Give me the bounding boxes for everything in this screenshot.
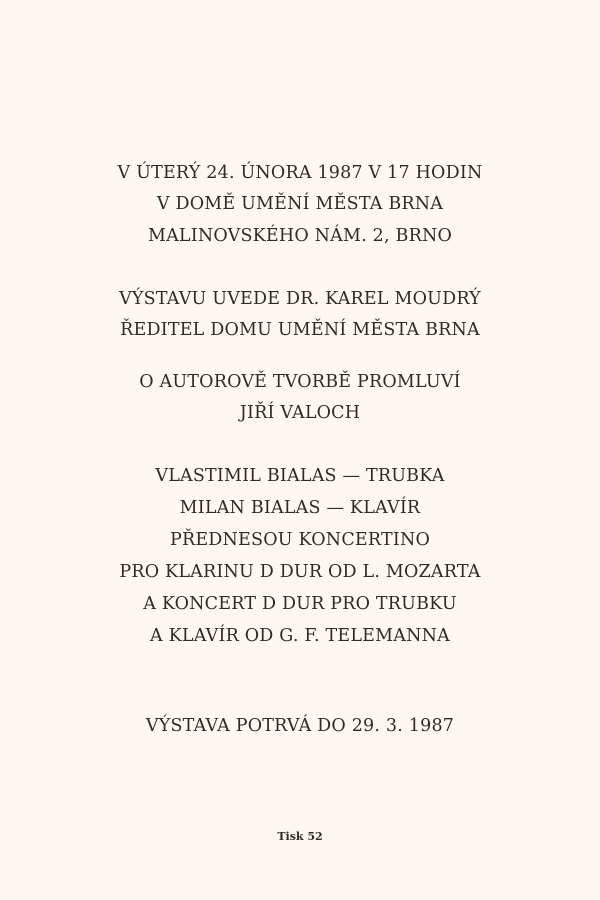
opening-speaker: VÝSTAVU UVEDE DR. KAREL MOUDRÝ [119,289,481,309]
exhibition-duration: VÝSTAVA POTRVÁ DO 29. 3. 1987 [145,716,455,736]
print-number: Tisk 52 [277,830,323,843]
program-line-2: PRO KLARINU D DUR OD L. MOZARTA [119,562,481,582]
performer-trumpet: VLASTIMIL BIALAS — TRUBKA [155,466,445,486]
event-date-time: V ÚTERÝ 24. ÚNORA 1987 V 17 HODIN [117,163,483,183]
talk-speaker: JIŘÍ VALOCH [239,403,361,423]
talk-intro: O AUTOROVĚ TVORBĚ PROMLUVÍ [139,372,461,392]
opening-speaker-title: ŘEDITEL DOMU UMĚNÍ MĚSTA BRNA [120,320,480,340]
event-venue: V DOMĚ UMĚNÍ MĚSTA BRNA [156,194,444,214]
event-address: MALINOVSKÉHO NÁM. 2, BRNO [147,226,453,246]
program-line-4: A KLAVÍR OD G. F. TELEMANNA [150,626,450,646]
program-line-1: PŘEDNESOU KONCERTINO [169,530,431,550]
program-line-3: A KONCERT D DUR PRO TRUBKU [143,594,457,614]
performer-piano: MILAN BIALAS — KLAVÍR [179,498,421,518]
